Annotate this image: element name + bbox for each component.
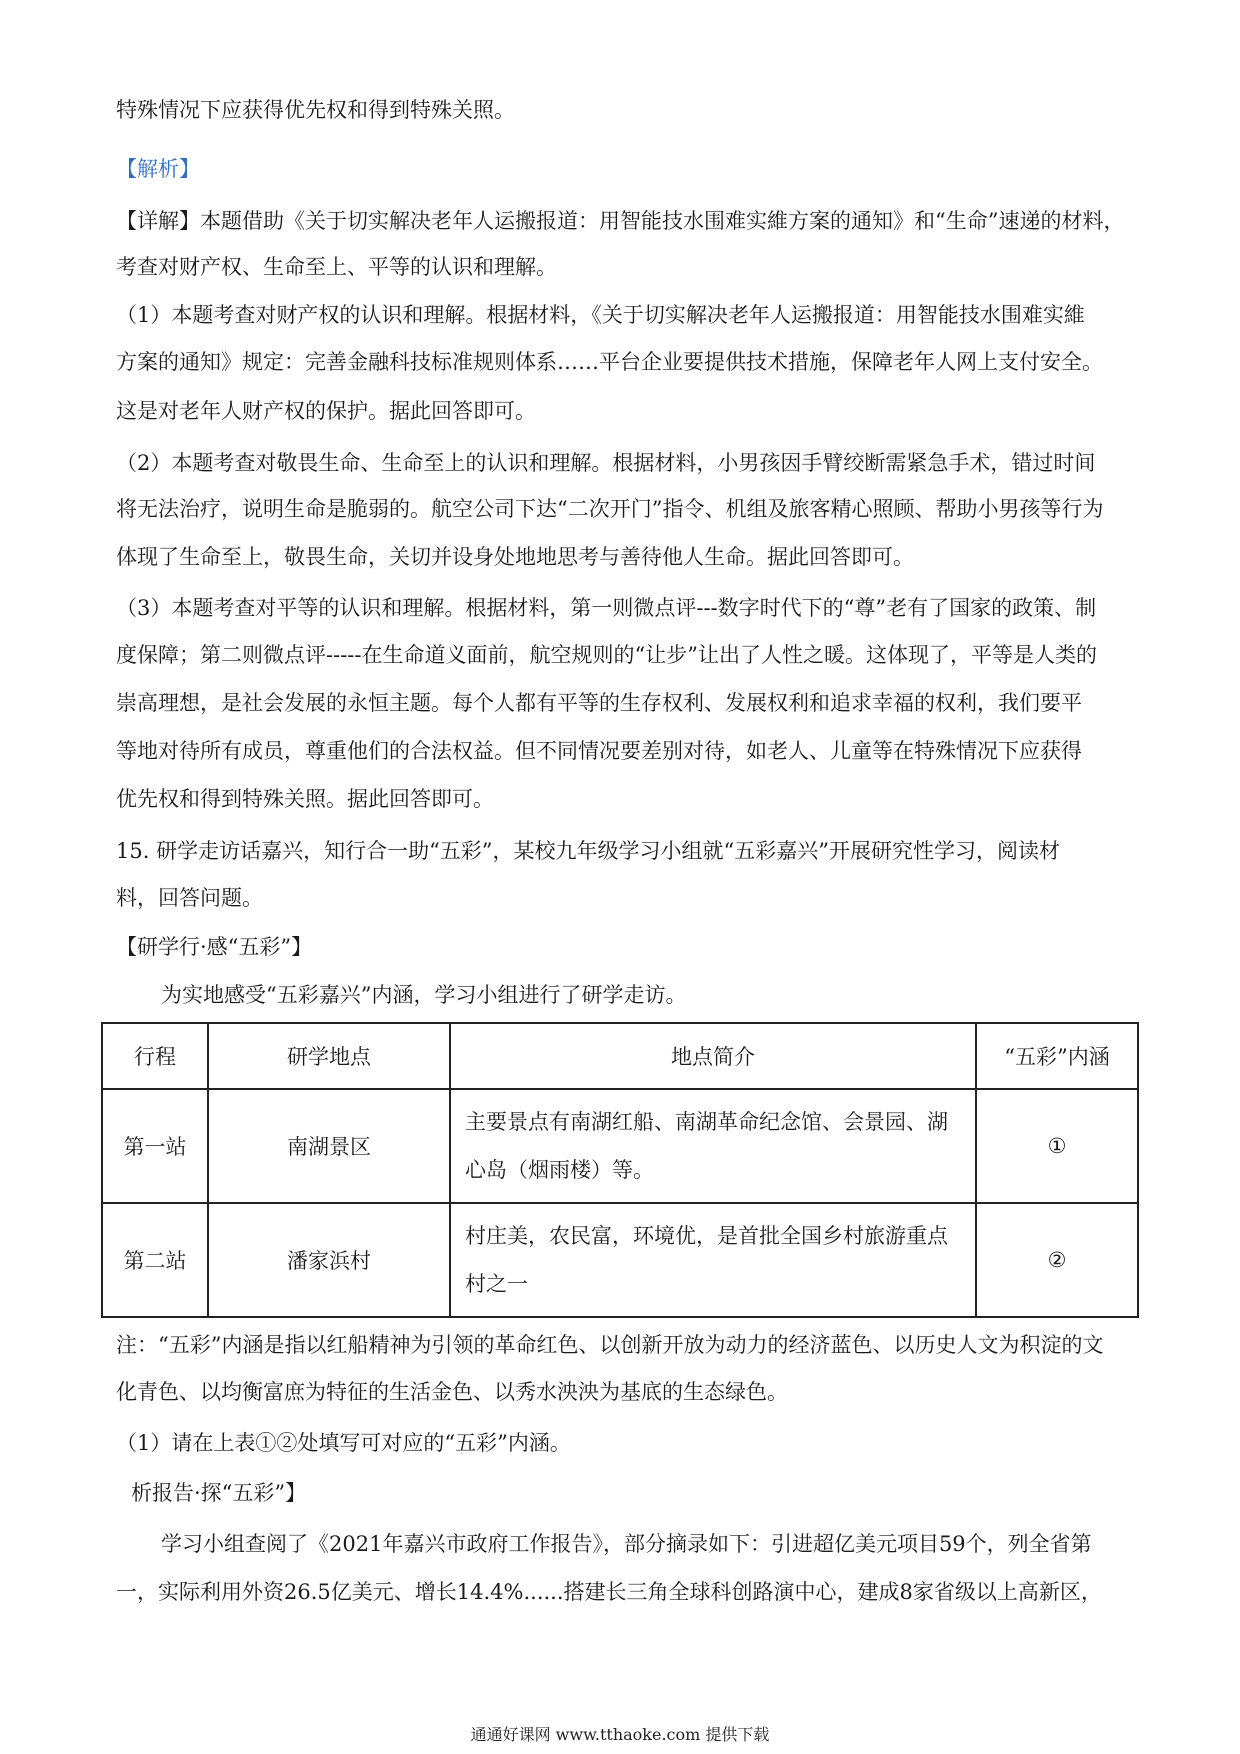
text-line: 将无法治疗，说明生命是脆弱的。航空公司下达“二次开门”指令、机组及旅客精心照顾、帮助小男孩等行为 bbox=[116, 497, 1104, 521]
analysis-label: 【解析】 bbox=[116, 157, 200, 181]
text-line: 特殊情况下应获得优先权和得到特殊关照。 bbox=[116, 98, 515, 122]
table-cell: 南湖景区 bbox=[208, 1089, 450, 1203]
table-cell: 潘家浜村 bbox=[208, 1203, 450, 1317]
study-route-table bbox=[101, 1022, 1139, 1318]
table-header: 研学地点 bbox=[208, 1023, 450, 1089]
text-line: 优先权和得到特殊关照。据此回答即可。 bbox=[116, 787, 494, 811]
table-cell: ① bbox=[976, 1089, 1138, 1203]
text-line: 方案的通知》规定：完善金融科技标准规则体系……平台企业要提供技术措施，保障老年人网上支付安全。 bbox=[116, 350, 1103, 374]
table-cell: 第二站 bbox=[102, 1203, 208, 1317]
text-line: 学习小组查阅了《2021年嘉兴市政府工作报告》，部分摘录如下：引进超亿美元项目59个，列全省第 bbox=[161, 1532, 1092, 1556]
table-cell: 主要景点有南湖红船、南湖革命纪念馆、会景园、湖心岛（烟雨楼）等。 bbox=[450, 1089, 976, 1203]
text-line: 为实地感受“五彩嘉兴”内涵，学习小组进行了研学走访。 bbox=[161, 983, 687, 1007]
table-header: 行程 bbox=[102, 1023, 208, 1089]
text-line: （2）本题考查对敬畏生命、生命至上的认识和理解。根据材料，小男孩因手臂绞断需紧急手术，错过时间 bbox=[116, 451, 1096, 475]
text-line: 体现了生命至上，敬畏生命，关切并设身处地地思考与善待他人生命。据此回答即可。 bbox=[116, 545, 914, 569]
text-line: （1）请在上表①②处填写可对应的“五彩”内涵。 bbox=[116, 1431, 571, 1455]
text-line: 考查对财产权、生命至上、平等的认识和理解。 bbox=[116, 255, 557, 279]
text-line: 这是对老年人财产权的保护。据此回答即可。 bbox=[116, 399, 536, 423]
text-line: 化青色、以均衡富庶为特征的生活金色、以秀水泱泱为基底的生态绿色。 bbox=[116, 1380, 788, 1404]
table-cell: ② bbox=[976, 1203, 1138, 1317]
text-line: 料，回答问题。 bbox=[116, 886, 263, 910]
text-line: 注：“五彩”内涵是指以红船精神为引领的革命红色、以创新开放为动力的经济蓝色、以历史人文为积淀的文 bbox=[116, 1333, 1104, 1357]
section-heading: 【研学行·感“五彩”】 bbox=[116, 935, 313, 959]
table-cell: 第一站 bbox=[102, 1089, 208, 1203]
table-header-row bbox=[102, 1023, 1138, 1089]
footer-credit: 通通好课网 www.tthaoke.com 提供下载 bbox=[470, 1725, 770, 1744]
table-header: “五彩”内涵 bbox=[976, 1023, 1138, 1089]
section-heading: 析报告·探“五彩”】 bbox=[131, 1481, 307, 1505]
text-line: 度保障；第二则微点评-----在生命道义面前，航空规则的“让步”让出了人性之暖。这体现了，平等是人类的 bbox=[116, 643, 1097, 667]
text-line: （1）本题考查对财产权的认识和理解。根据材料，《关于切实解决老年人运搬报道：用智能技水围难实維 bbox=[116, 303, 1085, 327]
text-line: 一，实际利用外资26.5亿美元、增长14.4%......搭建长三角全球科创路演中心，建成8家省级以上高新区， bbox=[116, 1580, 1102, 1604]
text-line: （3）本题考查对平等的认识和理解。根据材料，第一则微点评---数字时代下的“尊”老有了国家的政策、制 bbox=[116, 596, 1097, 620]
table-row bbox=[102, 1203, 1138, 1317]
table-row bbox=[102, 1089, 1138, 1203]
table-header: 地点简介 bbox=[450, 1023, 976, 1089]
text-line: 【详解】本题借助《关于切实解决老年人运搬报道：用智能技水围难实維方案的通知》和“生命”速递的材料， bbox=[116, 209, 1125, 233]
table-cell: 村庄美，农民富，环境优，是首批全国乡村旅游重点村之一 bbox=[450, 1203, 976, 1317]
question-15: 15. 研学走访话嘉兴，知行合一助“五彩”，某校九年级学习小组就“五彩嘉兴”开展研究性学习，阅读材 bbox=[116, 839, 1061, 863]
text-line: 等地对待所有成员，尊重他们的合法权益。但不同情况要差别对待，如老人、儿童等在特殊情况下应获得 bbox=[116, 739, 1082, 763]
text-line: 崇高理想，是社会发展的永恒主题。每个人都有平等的生存权利、发展权利和追求幸福的权利，我们要平 bbox=[116, 691, 1082, 715]
